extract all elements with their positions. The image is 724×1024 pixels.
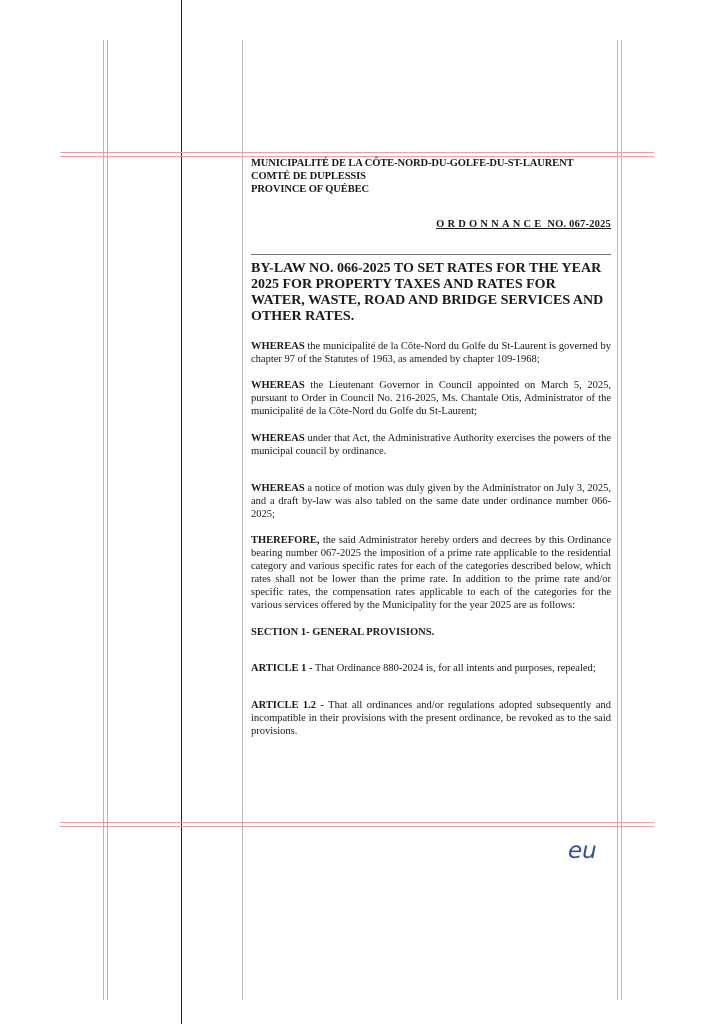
article-1-text: That Ordinance 880-2024 is, for all intents and purposes, repealed; [312,663,596,674]
header-county: COMTÉ DE DUPLESSIS [251,171,366,182]
header-province: PROVINCE OF QUÉBEC [251,184,369,195]
paragraph-5-lead: THEREFORE, [251,535,320,546]
header-municipality: MUNICIPALITÉ DE LA CÔTE-NORD-DU-GOLFE-DU-ST-LAURENT [251,158,574,169]
margin-line-right-1 [617,40,618,1000]
ordonnance-num: NO. 067-2025 [547,219,611,230]
paragraph-4-text: a notice of motion was duly given by the Administrator on July 3, 2025, and a draft by-law was also tabled on the same date under ordinance number 066-2025; [251,483,611,520]
margin-line-left-1 [103,40,104,1000]
binder-line [181,0,182,1024]
margin-line-left-3 [242,40,243,1000]
paragraph-2 [251,379,611,418]
bylaw-title: BY-LAW NO. 066-2025 TO SET RATES FOR THE YEAR 2025 FOR PROPERTY TAXES AND RATES FOR WATER, WASTE, ROAD AND BRIDGE SERVICES AND OTHER RATES. [251,254,611,325]
margin-line-left-2 [107,40,108,1000]
ordonnance-number [251,219,611,230]
article-1-2-lead: ARTICLE 1.2 - [251,700,324,711]
article-1-lead: ARTICLE 1 - [251,663,313,674]
paragraph-1-lead: WHEREAS [251,341,305,352]
article-1 [251,662,611,675]
paragraph-3 [251,432,611,458]
bottom-rule-1 [60,822,654,823]
ordonnance-label: ORDONNANCE [436,219,545,230]
handwritten-initials: eu [568,838,597,864]
paragraph-5 [251,534,611,612]
section-1-title: SECTION 1- GENERAL PROVISIONS. [251,627,435,638]
paragraph-3-lead: WHEREAS [251,433,305,444]
paragraph-1 [251,340,611,366]
bottom-rule-2 [60,826,654,827]
margin-line-right-2 [621,40,622,1000]
paragraph-3-text: under that Act, the Administrative Authority exercises the powers of the municipal council by ordinance. [251,433,611,457]
document-body [251,157,611,738]
paragraph-5-text: the said Administrator hereby orders and decrees by this Ordinance bearing number 067-2025 the imposition of a prime rate applicable to the residential category and various specific rates for each of the categories described below, which rates shall not be lower than the prime rate. In addition to the prime rate and/or specific rates, the compensation rates applicable to each of the categories for the various services offered by the Municipality for the year 2025 are as follows: [251,535,611,611]
article-1-2 [251,699,611,738]
paragraph-4-lead: WHEREAS [251,483,305,494]
paragraph-2-lead: WHEREAS [251,380,305,391]
article-1-2-text: That all ordinances and/or regulations adopted subsequently and incompatible in their provisions with the present ordinance, be revoked as to the said provisions. [251,700,611,737]
paragraph-1-text: the municipalité de la Côte-Nord du Golfe du St-Laurent is governed by chapter 97 of the Statutes of 1963, as amended by chapter 109-1968; [251,341,611,365]
paragraph-4 [251,482,611,521]
paragraph-2-text: the Lieutenant Governor in Council appointed on March 5, 2025, pursuant to Order in Council No. 216-2025, Ms. Chantale Otis, Administrator of the municipalité de la Côte-Nord du Golfe du St-Laurent; [251,380,611,417]
top-rule-1 [60,152,654,153]
